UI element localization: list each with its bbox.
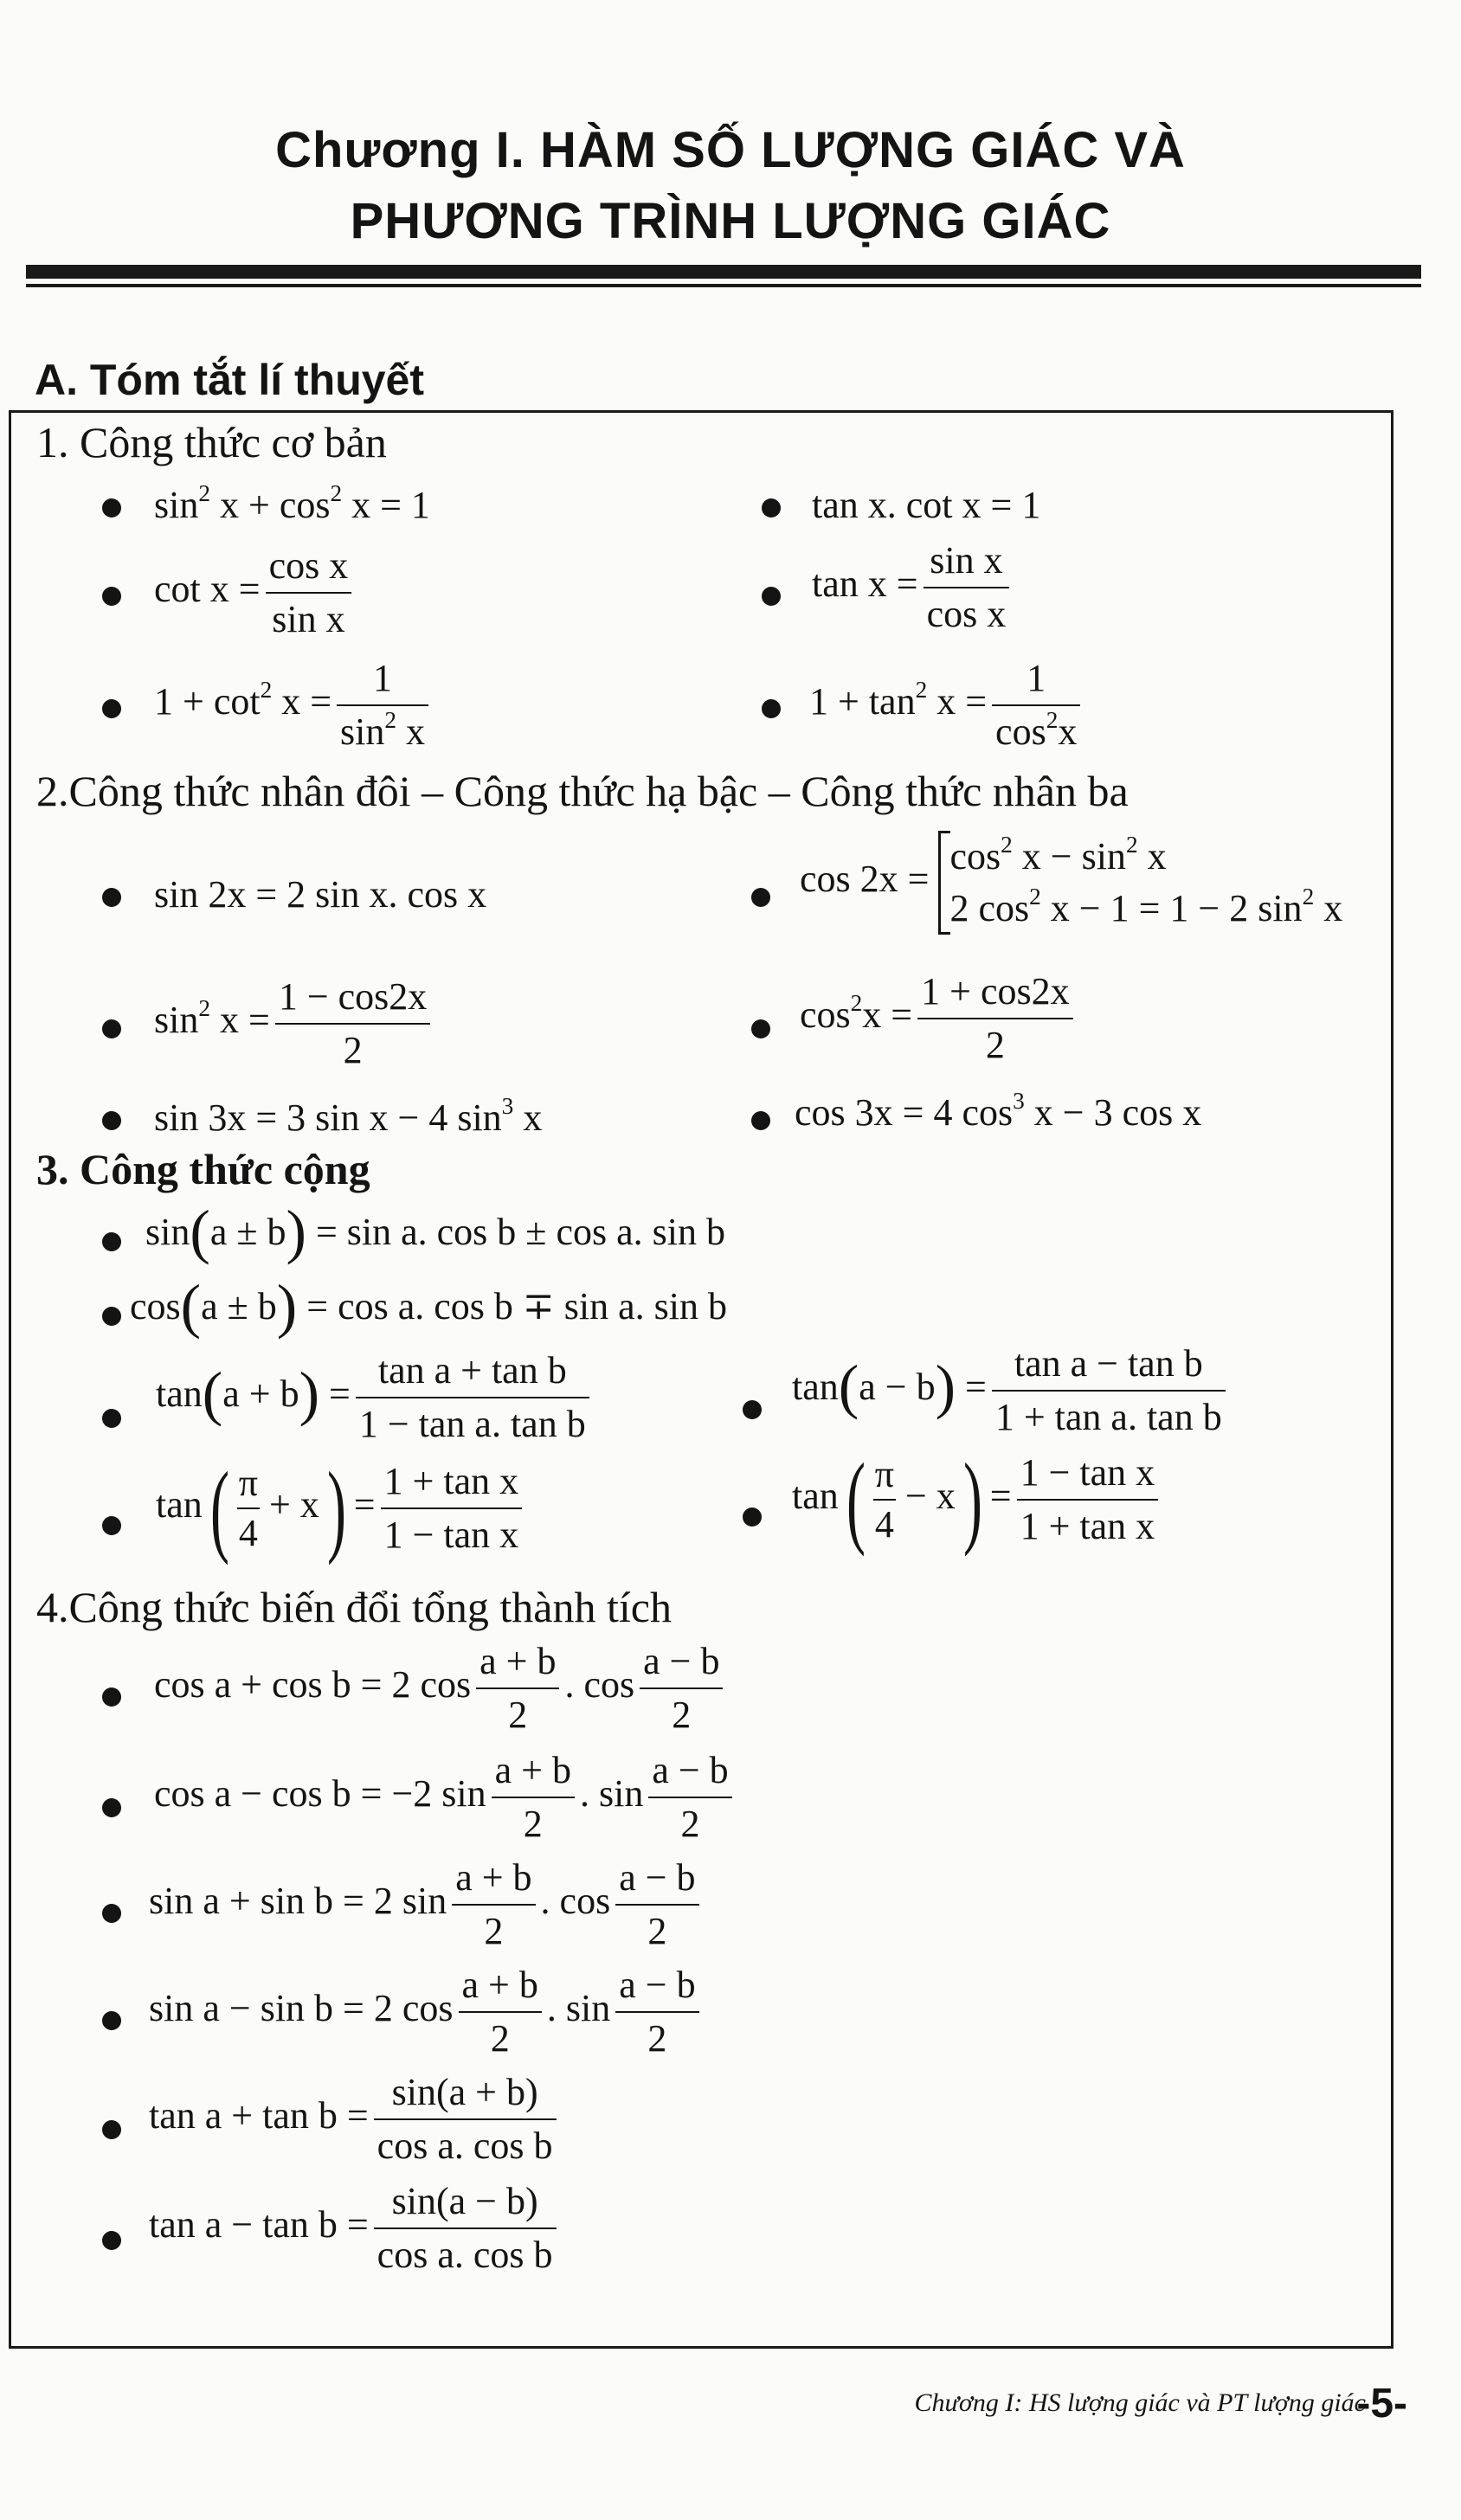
bullet (762, 587, 781, 606)
formula-pythagorean: $\sin^2 x + \cos^2 x = 1$ (154, 479, 430, 526)
title-rule-thick (26, 265, 1421, 279)
formula-tan-difference-identity: tan a − tan b = $\frac{\sin(a - b)}{\text{cos a. cos b}}$ (149, 2182, 562, 2274)
formula-sin-sum-to-product: sin a + sin b = 2 sin $\frac{a + b}{2}$ . cos $\frac{a - b}{2}$ (149, 1859, 705, 1951)
bullet (102, 498, 121, 518)
formula-cot-definition: cot x = $\frac{\text{cos x}}{\text{sin x}}$ (154, 547, 357, 639)
bullet (102, 1904, 121, 1923)
bullet (102, 1516, 121, 1535)
formula-tan-sum: tan(a + b) = $\frac{\text{tan a + tan b}}{\text{1 − tan a. tan b}}$ (156, 1352, 595, 1443)
bullet (751, 888, 770, 907)
formula-sin-double-angle: sin 2x = 2 sin x. cos x (154, 873, 487, 916)
formula-tan-cot-product: tan x. cot x = 1 (812, 484, 1041, 526)
bullet (102, 2120, 121, 2139)
chapter-title-line-1: Chương I. HÀM SỐ LƯỢNG GIÁC VÀ (275, 122, 1186, 178)
formula-cos-squared-reduction: $\cos^2x$ = $\frac{1 + \cos 2x}{2}$ (800, 973, 1078, 1064)
formula-cos-sum-difference: cos(a ± b) = cos a. cos b ∓ sin a. sin b (130, 1272, 727, 1340)
formula-tan-difference: tan(a − b) = $\frac{\text{tan a − tan b}}{\text{1 + tan a. tan b}}$ (792, 1345, 1231, 1437)
formula-cos-triple-angle: cos 3x = 4 $\cos^3 x - 3$ cos x (795, 1087, 1202, 1134)
bullet (743, 1400, 762, 1419)
bullet (102, 1307, 121, 1326)
subsection-1-heading: 1. Công thức cơ bản (36, 418, 387, 466)
bullet (102, 699, 121, 718)
subsection-2-heading: 2.Công thức nhân đôi – Công thức hạ bậc – Công thức nhân ba (36, 767, 1129, 815)
formula-tan-pi-over-4-minus-x: tan( $\frac{\pi}{4}$ − x) = $\frac{\text{1 − tan x}}{\text{1 + tan x}}$ (792, 1454, 1163, 1546)
formula-sin-triple-angle: sin 3x = 3 sin x − 4 $\sin^3 x$ (154, 1092, 543, 1139)
bullet (102, 1798, 121, 1817)
formula-one-plus-cot-squared: $1 + \cot^2 x$ = $\frac{1}{\sin^2 x}$ (154, 659, 434, 751)
section-a-heading: A. Tóm tắt lí thuyết (35, 356, 424, 404)
bullet (102, 1688, 121, 1707)
formula-sin-sum-difference: sin(a ± b) = sin a. cos b ± cos a. sin b (145, 1198, 725, 1266)
bullet (102, 1019, 121, 1038)
subsection-4-heading: 4.Công thức biến đổi tổng thành tích (36, 1583, 672, 1631)
bullet (102, 1111, 121, 1130)
bullet (102, 1232, 121, 1251)
formula-cos-double-angle: cos 2x = $\cos^2 x - \sin^2 x$ 2 $\cos^2 x - 1 = 1 - 2$ $\sin^2 x$ (800, 831, 1342, 935)
formula-tan-pi-over-4-plus-x: tan( $\frac{\pi}{4}$ + x) = $\frac{\text{1 + tan x}}{\text{1 − tan x}}$ (156, 1462, 527, 1554)
bullet (102, 2011, 121, 2030)
running-footer: Chương I: HS lượng giác và PT lượng giác (914, 2388, 1366, 2417)
bullet (102, 587, 121, 606)
bullet (751, 1111, 770, 1130)
formula-one-plus-tan-squared: $1 + \tan^2 x$ = $\frac{1}{\cos^2x}$ (809, 659, 1085, 751)
bullet (102, 888, 121, 907)
bullet (762, 498, 781, 518)
title-rule-thin (26, 284, 1421, 287)
formula-sin-squared-reduction: $\sin^2 x$ = $\frac{1 - \cos 2x}{2}$ (154, 978, 435, 1070)
bullet (102, 2231, 121, 2250)
formula-tan-definition: tan x = $\frac{\text{sin x}}{\text{cos x}}$ (812, 542, 1014, 633)
subsection-3-heading: 3. Công thức cộng (36, 1145, 370, 1193)
formula-cos-sum-to-product: cos a + cos b = 2 cos $\frac{a + b}{2}$ . cos $\frac{a - b}{2}$ (154, 1642, 728, 1734)
bullet (762, 699, 781, 718)
formula-sin-difference-to-product: sin a − sin b = 2 cos $\frac{a + b}{2}$ . sin $\frac{a - b}{2}$ (149, 1966, 705, 2058)
formula-tan-sum-identity: tan a + tan b = $\frac{\sin(a + b)}{\text{cos a. cos b}}$ (149, 2073, 562, 2165)
bullet (751, 1019, 770, 1038)
formula-cos-difference-to-product: cos a − cos b = −2 sin $\frac{a + b}{2}$ . sin $\frac{a - b}{2}$ (154, 1752, 737, 1843)
bullet (102, 1409, 121, 1428)
bullet (743, 1508, 762, 1527)
page-number: -5- (1356, 2381, 1407, 2427)
chapter-title-line-2: PHƯƠNG TRÌNH LƯỢNG GIÁC (350, 193, 1111, 249)
cases-bracket: $\cos^2 x - \sin^2 x$ 2 $\cos^2 x - 1 = 1 - 2$ $\sin^2 x$ (938, 831, 1342, 935)
